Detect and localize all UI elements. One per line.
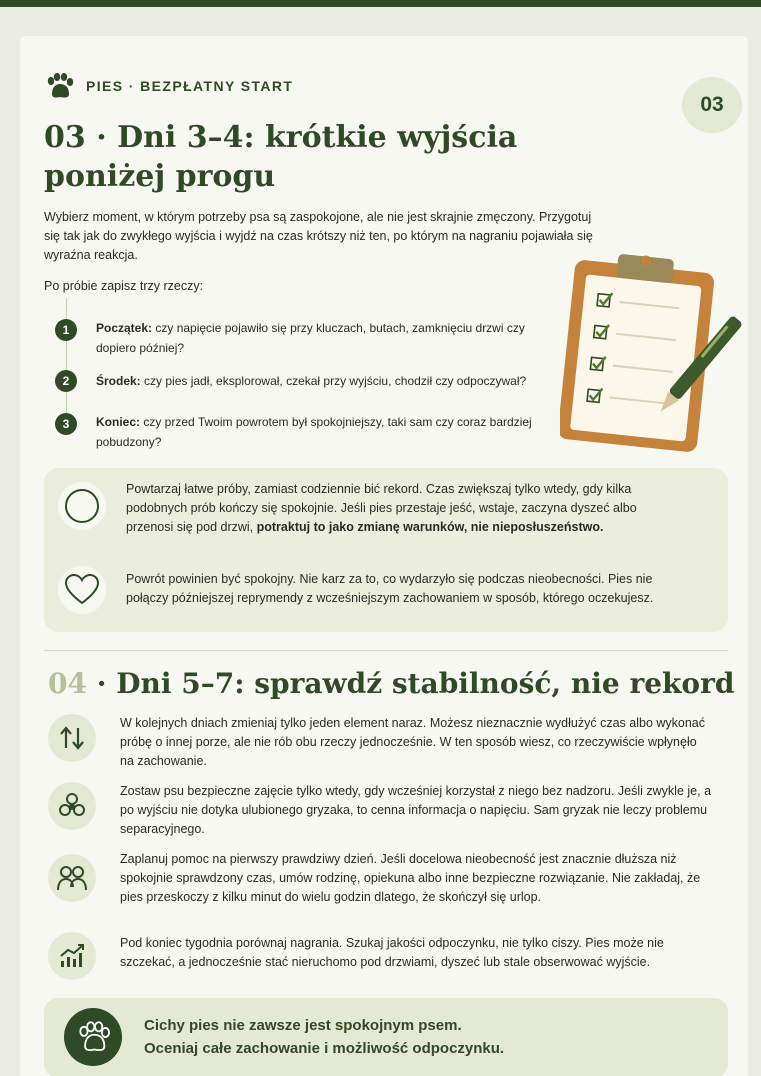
tip-1-bold: potraktuj to jako zmianę warunków, nie nieposłuszeństwo. [256,520,604,534]
chew-toy-icon [48,782,96,830]
tip-1 [126,480,666,537]
chart-up-icon [48,932,96,980]
step-2-text: czy pies jadł, eksplorował, czekał przy wyjściu, chodził czy odpoczywał? [140,374,527,388]
clipboard-illustration [560,246,744,456]
heart-icon [58,566,106,614]
step-3 [96,412,566,452]
week-item-2: Zostaw psu bezpieczne zajęcie tylko wtedy, gdy wcześniej korzystał z niego bez nadzoru. Jeśli zwykle je, a po wyjściu nie dotyka ulubionego gryzaka, to cenna informacja o napięciu. Sam gryzak nie leczy problemu separacyjnego. [120,784,712,836]
section-2-number: 04 [48,667,87,700]
step-1 [96,318,566,358]
section-2-title-text: · Dni 5–7: sprawdź stabilność, nie rekord [86,667,735,700]
step-2 [96,371,566,391]
tip-1-text: Powtarzaj łatwe próby, zamiast codziennie bić rekord. Czas zwiększaj tylko wtedy, gdy kilka podobnych prób kończy się spokojnie. Jeśli pies przestaje jeść, wstaje, zaczyna dyszeć albo przenosi się pod drzwi, [126,482,637,534]
steps-prompt: Po próbie zapisz trzy rzeczy: [44,279,204,293]
week-item-4: Pod koniec tygodnia porównaj nagrania. Szukaj jakości odpoczynku, nie tylko ciszy. Pies może nie szczekać, a jednocześnie stać nieruchomo pod drzwiami, dyszeć lub stale obserwować wyjście. [120,936,664,969]
week-item-1: W kolejnych dniach zmieniaj tylko jeden element naraz. Możesz nieznacznie wydłużyć czas albo wykonać próbę o innej porze, ale nie rób obu rzeczy jednocześnie. W ten sposób wiesz, co rzeczywiście wpłynęło na zachowanie. [120,716,705,768]
brand-header [44,72,293,100]
footer-line-1: Cichy pies nie zawsze jest spokojnym psem. [144,1017,462,1034]
step-number-1: 1 [55,319,77,341]
tip-2: Powrót powinien być spokojny. Nie karz za to, co wydarzyło się podczas nieobecności. Pies nie połączy późniejszej reprymendy z wcześniejszym zachowaniem w sposób, którego oczekujesz. [126,572,654,605]
paw-icon [44,72,74,100]
section-divider [44,650,728,651]
section-2-title [48,666,735,702]
top-bar [0,0,761,7]
step-number-2: 2 [55,370,77,392]
people-icon [48,854,96,902]
footer-line-2: Oceniaj całe zachowanie i możliwość odpoczynku. [144,1040,505,1057]
arrows-up-down-icon [48,714,96,762]
tips-box [44,468,728,632]
section-1-intro: Wybierz moment, w którym potrzeby psa są zaspokojone, ale nie jest skrajnie zmęczony. Przygotuj się tak jak do zwykłego wyjścia i wyjdź na czas krótszy niż ten, po którym na nagraniu pojawiała się wyraźna reakcja. [44,210,593,262]
step-1-text: czy napięcie pojawiło się przy kluczach, butach, zamknięciu drzwi czy dopiero później? [96,321,525,355]
footer-callout [44,998,728,1076]
timeline-line [66,298,67,428]
step-2-label: Środek: [96,374,141,388]
section-1-title: 03 · Dni 3–4: krótkie wyjścia poniżej progu [44,120,518,194]
footer-paw-icon [64,1008,122,1066]
footer-text [144,1014,714,1060]
step-3-label: Koniec: [96,415,141,429]
section-badge: 03 [682,77,742,133]
brand-label: PIES · BEZPŁATNY START [86,78,294,94]
step-number-3: 3 [55,413,77,435]
circle-icon [58,482,106,530]
week-item-3: Zaplanuj pomoc na pierwszy prawdziwy dzień. Jeśli docelowa nieobecność jest znacznie dłuższa niż spokojnie sprawdzony czas, umów rodzinę, opiekuna albo inne bezpieczne rozwiązanie. Nie zakładaj, że pies przeskoczy z kilku minut do wielu godzin dlatego, że skończył się urlop. [120,852,701,904]
step-1-label: Początek: [96,321,153,335]
step-3-text: czy przed Twoim powrotem był spokojniejszy, taki sam czy coraz bardziej pobudzony? [96,415,532,449]
